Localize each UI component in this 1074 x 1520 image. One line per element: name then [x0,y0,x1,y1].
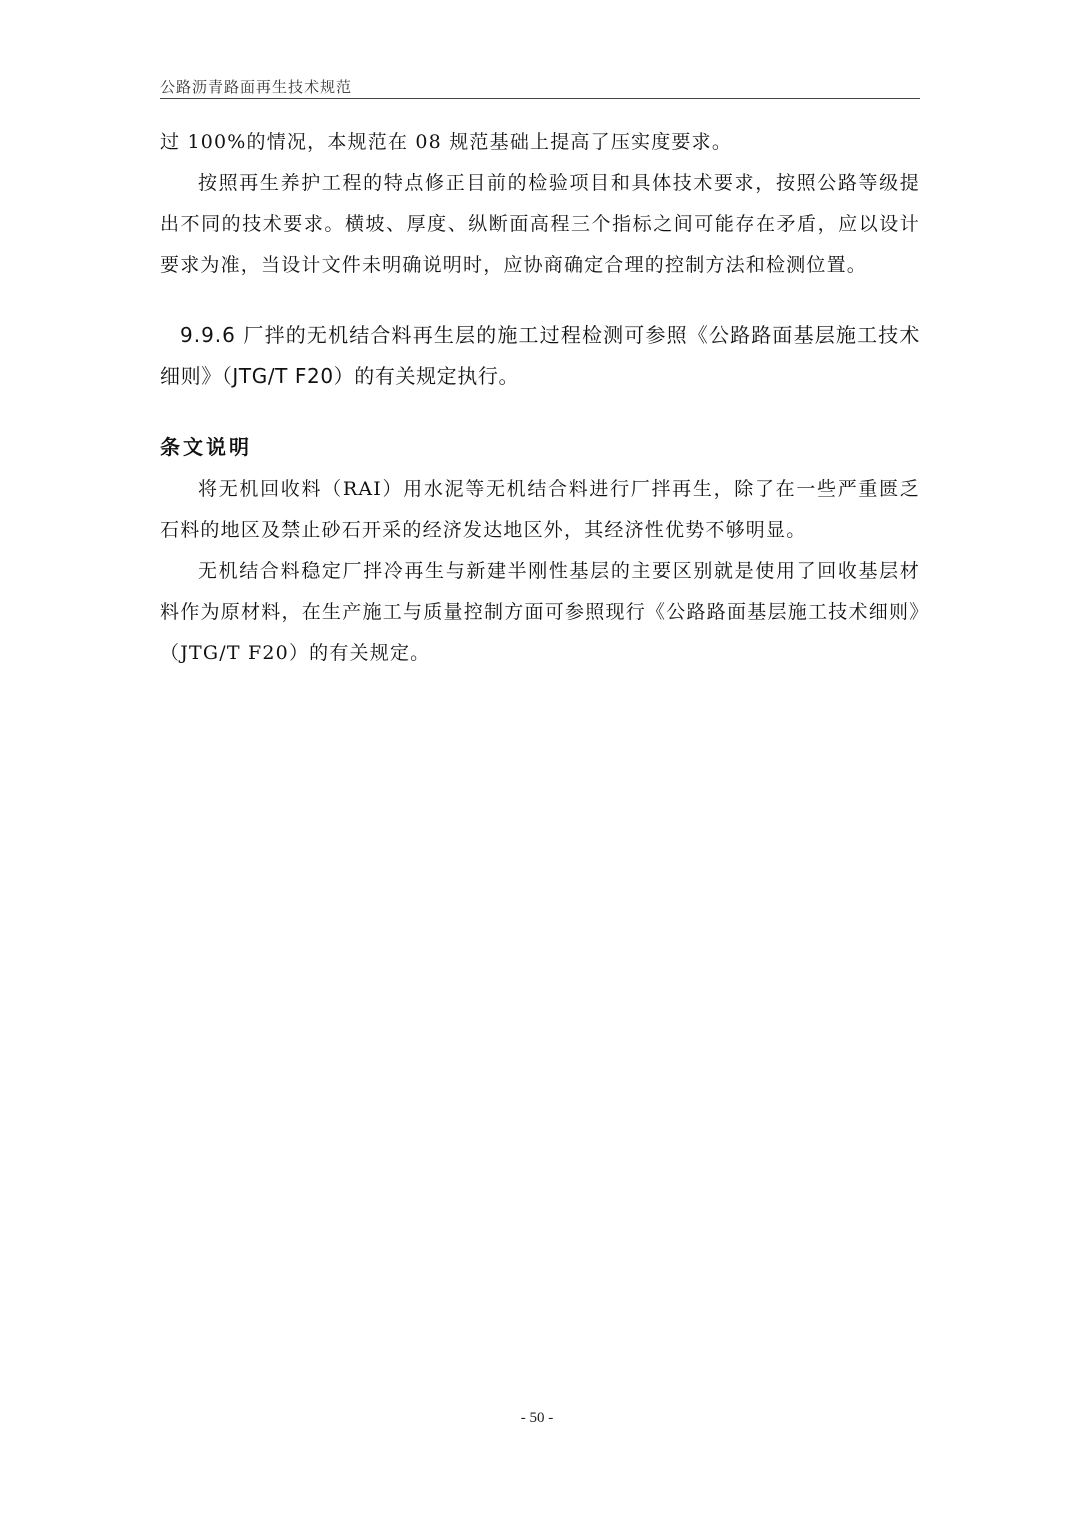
commentary-paragraph-1: 将无机回收料（RAI）用水泥等无机结合料进行厂拌再生，除了在一些严重匮乏石料的地区及禁止砂石开采的经济发达地区外，其经济性优势不够明显。 [160,478,920,541]
commentary-body [160,469,920,674]
page-body [160,122,920,674]
commentary-title: 条文说明 [160,435,252,459]
page-number: - 50 - [520,1410,554,1426]
header-rule [160,98,920,99]
clause-number: 9.9.6 [180,323,236,347]
clause-9-9-6 [160,315,920,397]
paragraph-continuation: 过 100%的情况，本规范在 08 规范基础上提高了压实度要求。 [160,131,733,153]
running-header: 公路沥青路面再生技术规范 [160,78,353,96]
commentary-paragraph-2: 无机结合料稳定厂拌冷再生与新建半刚性基层的主要区别就是使用了回收基层材料作为原材料，在生产施工与质量控制方面可参照现行《公路路面基层施工技术细则》（JTG/T F20）的有关规定。 [160,560,920,664]
clause-text: 厂拌的无机结合料再生层的施工过程检测可参照《公路路面基层施工技术细则》（JTG/T F20）的有关规定执行。 [160,323,920,388]
paragraph-inspection-items: 按照再生养护工程的特点修正目前的检验项目和具体技术要求，按照公路等级提出不同的技术要求。横坡、厚度、纵断面高程三个指标之间可能存在矛盾，应以设计要求为准，当设计文件未明确说明时，应协商确定合理的控制方法和检测位置。 [160,172,920,276]
